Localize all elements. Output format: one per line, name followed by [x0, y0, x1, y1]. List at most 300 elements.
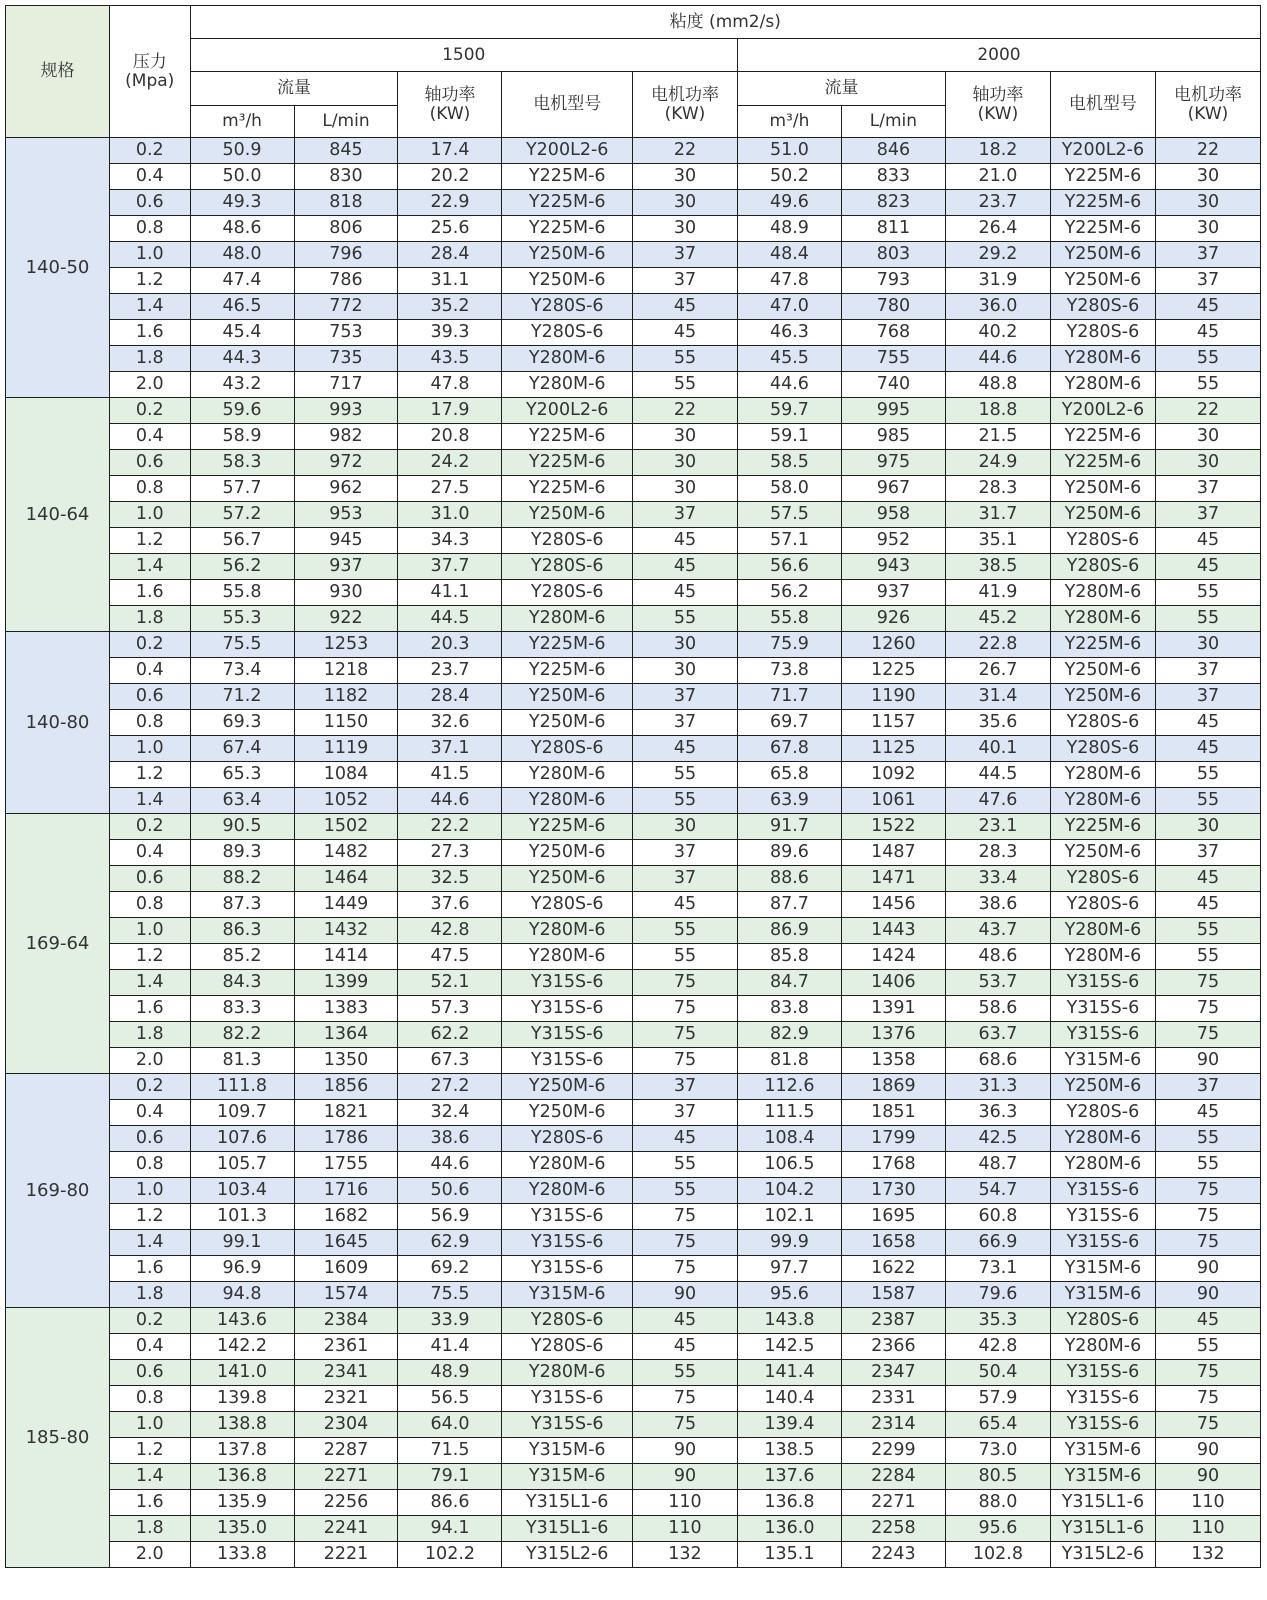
flow-m3h-a-cell: 43.2: [190, 372, 294, 398]
motor-model-a-cell: Y315S-6: [502, 1048, 632, 1074]
flow-lmin-a-cell: 922: [294, 606, 398, 632]
motor-power-a-cell: 45: [632, 320, 737, 346]
motor-model-a-cell: Y280M-6: [502, 788, 632, 814]
flow-m3h-b-cell: 59.1: [737, 424, 841, 450]
motor-power-b-cell: 30: [1155, 450, 1260, 476]
flow-lmin-b-cell: 937: [841, 580, 945, 606]
header-viscosity-1500: 1500: [190, 39, 737, 72]
shaft-power-b-cell: 21.0: [945, 164, 1050, 190]
motor-power-b-cell: 30: [1155, 424, 1260, 450]
pressure-cell: 1.6: [109, 1256, 190, 1282]
motor-model-a-cell: Y225M-6: [502, 190, 632, 216]
flow-lmin-a-cell: 2341: [294, 1360, 398, 1386]
flow-lmin-b-cell: 1522: [841, 814, 945, 840]
motor-power-b-cell: 55: [1155, 762, 1260, 788]
shaft-power-b-cell: 40.2: [945, 320, 1050, 346]
motor-power-b-cell: 75: [1155, 970, 1260, 996]
motor-model-a-cell: Y315S-6: [502, 1230, 632, 1256]
shaft-power-b-cell: 35.6: [945, 710, 1050, 736]
shaft-power-b-cell: 40.1: [945, 736, 1050, 762]
motor-power-a-cell: 45: [632, 1308, 737, 1334]
motor-model-b-cell: Y250M-6: [1050, 658, 1155, 684]
shaft-power-b-cell: 68.6: [945, 1048, 1050, 1074]
flow-m3h-b-cell: 106.5: [737, 1152, 841, 1178]
flow-lmin-a-cell: 2321: [294, 1386, 398, 1412]
flow-m3h-b-cell: 112.6: [737, 1074, 841, 1100]
motor-power-b-cell: 30: [1155, 814, 1260, 840]
motor-power-a-cell: 37: [632, 710, 737, 736]
pressure-cell: 0.4: [109, 840, 190, 866]
pressure-cell: 0.6: [109, 684, 190, 710]
motor-power-b-cell: 30: [1155, 632, 1260, 658]
pressure-cell: 1.8: [109, 1022, 190, 1048]
motor-power-a-cell: 75: [632, 970, 737, 996]
flow-m3h-b-cell: 139.4: [737, 1412, 841, 1438]
table-row: [6, 1256, 1261, 1282]
flow-lmin-a-cell: 1383: [294, 996, 398, 1022]
table-row: [6, 1464, 1261, 1490]
flow-lmin-b-cell: 803: [841, 242, 945, 268]
flow-lmin-a-cell: 2287: [294, 1438, 398, 1464]
flow-m3h-a-cell: 65.3: [190, 762, 294, 788]
motor-model-a-cell: Y315M-6: [502, 1438, 632, 1464]
shaft-power-a-cell: 102.2: [398, 1542, 502, 1568]
motor-model-a-cell: Y250M-6: [502, 1100, 632, 1126]
pressure-cell: 0.6: [109, 866, 190, 892]
table-row: [6, 138, 1261, 164]
flow-lmin-a-cell: 1609: [294, 1256, 398, 1282]
motor-model-a-cell: Y225M-6: [502, 424, 632, 450]
shaft-power-b-cell: 23.7: [945, 190, 1050, 216]
shaft-power-a-cell: 20.2: [398, 164, 502, 190]
table-row: [6, 1204, 1261, 1230]
table-row: [6, 1516, 1261, 1542]
motor-power-b-cell: 45: [1155, 554, 1260, 580]
flow-lmin-a-cell: 2271: [294, 1464, 398, 1490]
motor-model-b-cell: Y280S-6: [1050, 554, 1155, 580]
shaft-power-a-cell: 31.1: [398, 268, 502, 294]
motor-power-a-cell: 55: [632, 1178, 737, 1204]
flow-m3h-b-cell: 83.8: [737, 996, 841, 1022]
shaft-power-a-cell: 33.9: [398, 1308, 502, 1334]
header-motor-power-b: 电机功率 (KW): [1155, 72, 1260, 138]
shaft-power-a-cell: 42.8: [398, 918, 502, 944]
flow-lmin-b-cell: 1125: [841, 736, 945, 762]
header-flow-b: 流量: [737, 72, 945, 106]
flow-lmin-b-cell: 1424: [841, 944, 945, 970]
motor-model-b-cell: Y250M-6: [1050, 476, 1155, 502]
motor-model-a-cell: Y225M-6: [502, 450, 632, 476]
table-row: [6, 450, 1261, 476]
flow-lmin-b-cell: 1260: [841, 632, 945, 658]
shaft-power-a-cell: 28.4: [398, 684, 502, 710]
pressure-cell: 0.6: [109, 450, 190, 476]
flow-lmin-b-cell: 952: [841, 528, 945, 554]
pressure-cell: 1.0: [109, 502, 190, 528]
shaft-power-b-cell: 24.9: [945, 450, 1050, 476]
spec-cell: 185-80: [6, 1308, 110, 1568]
motor-model-b-cell: Y315S-6: [1050, 1022, 1155, 1048]
shaft-power-b-cell: 31.3: [945, 1074, 1050, 1100]
shaft-power-a-cell: 20.8: [398, 424, 502, 450]
motor-power-a-cell: 37: [632, 866, 737, 892]
flow-lmin-b-cell: 1869: [841, 1074, 945, 1100]
spec-cell: 169-80: [6, 1074, 110, 1308]
flow-m3h-a-cell: 83.3: [190, 996, 294, 1022]
flow-lmin-b-cell: 1376: [841, 1022, 945, 1048]
flow-m3h-a-cell: 103.4: [190, 1178, 294, 1204]
pressure-cell: 0.6: [109, 1360, 190, 1386]
flow-m3h-a-cell: 58.9: [190, 424, 294, 450]
motor-power-a-cell: 132: [632, 1542, 737, 1568]
motor-model-b-cell: Y280S-6: [1050, 1308, 1155, 1334]
motor-power-a-cell: 30: [632, 190, 737, 216]
motor-model-b-cell: Y280M-6: [1050, 918, 1155, 944]
flow-m3h-a-cell: 48.0: [190, 242, 294, 268]
flow-m3h-b-cell: 91.7: [737, 814, 841, 840]
flow-lmin-b-cell: 1391: [841, 996, 945, 1022]
motor-power-b-cell: 55: [1155, 580, 1260, 606]
shaft-power-b-cell: 73.0: [945, 1438, 1050, 1464]
table-row: [6, 424, 1261, 450]
motor-model-a-cell: Y250M-6: [502, 502, 632, 528]
motor-power-b-cell: 75: [1155, 1386, 1260, 1412]
motor-power-b-cell: 37: [1155, 658, 1260, 684]
flow-lmin-a-cell: 1119: [294, 736, 398, 762]
flow-m3h-a-cell: 55.8: [190, 580, 294, 606]
flow-lmin-a-cell: 1574: [294, 1282, 398, 1308]
flow-m3h-a-cell: 90.5: [190, 814, 294, 840]
pressure-cell: 1.0: [109, 242, 190, 268]
shaft-power-a-cell: 37.7: [398, 554, 502, 580]
flow-m3h-a-cell: 84.3: [190, 970, 294, 996]
pressure-cell: 1.6: [109, 996, 190, 1022]
shaft-power-b-cell: 31.9: [945, 268, 1050, 294]
table-row: [6, 632, 1261, 658]
pressure-cell: 1.2: [109, 1204, 190, 1230]
pressure-cell: 0.2: [109, 138, 190, 164]
flow-m3h-b-cell: 48.9: [737, 216, 841, 242]
motor-model-b-cell: Y280M-6: [1050, 1152, 1155, 1178]
shaft-power-b-cell: 44.5: [945, 762, 1050, 788]
motor-model-a-cell: Y280M-6: [502, 1178, 632, 1204]
flow-m3h-b-cell: 58.5: [737, 450, 841, 476]
motor-model-a-cell: Y280S-6: [502, 1334, 632, 1360]
table-row: [6, 242, 1261, 268]
header-shaft-power-a: 轴功率 (KW): [398, 72, 502, 138]
flow-lmin-b-cell: 2258: [841, 1516, 945, 1542]
flow-m3h-b-cell: 81.8: [737, 1048, 841, 1074]
motor-model-a-cell: Y250M-6: [502, 1074, 632, 1100]
motor-model-a-cell: Y225M-6: [502, 164, 632, 190]
pressure-cell: 2.0: [109, 1048, 190, 1074]
flow-lmin-b-cell: 958: [841, 502, 945, 528]
motor-power-b-cell: 90: [1155, 1464, 1260, 1490]
motor-model-a-cell: Y315S-6: [502, 1412, 632, 1438]
shaft-power-b-cell: 79.6: [945, 1282, 1050, 1308]
pressure-cell: 0.4: [109, 1334, 190, 1360]
pressure-cell: 1.4: [109, 1230, 190, 1256]
flow-lmin-b-cell: 1768: [841, 1152, 945, 1178]
header-lmin-a: L/min: [294, 106, 398, 138]
motor-model-b-cell: Y250M-6: [1050, 242, 1155, 268]
shaft-power-a-cell: 34.3: [398, 528, 502, 554]
motor-power-b-cell: 37: [1155, 1074, 1260, 1100]
motor-model-b-cell: Y250M-6: [1050, 1074, 1155, 1100]
pressure-cell: 1.0: [109, 1178, 190, 1204]
flow-lmin-b-cell: 811: [841, 216, 945, 242]
table-row: [6, 788, 1261, 814]
motor-power-a-cell: 37: [632, 242, 737, 268]
shaft-power-b-cell: 38.6: [945, 892, 1050, 918]
flow-lmin-b-cell: 2347: [841, 1360, 945, 1386]
pressure-cell: 0.8: [109, 892, 190, 918]
motor-power-a-cell: 55: [632, 606, 737, 632]
shaft-power-b-cell: 41.9: [945, 580, 1050, 606]
flow-m3h-a-cell: 109.7: [190, 1100, 294, 1126]
pressure-cell: 1.6: [109, 1490, 190, 1516]
flow-lmin-b-cell: 2366: [841, 1334, 945, 1360]
shaft-power-a-cell: 28.4: [398, 242, 502, 268]
flow-lmin-b-cell: 985: [841, 424, 945, 450]
pressure-cell: 1.8: [109, 1282, 190, 1308]
motor-power-b-cell: 75: [1155, 996, 1260, 1022]
motor-model-a-cell: Y315L1-6: [502, 1490, 632, 1516]
header-lmin-b: L/min: [841, 106, 945, 138]
motor-model-a-cell: Y280M-6: [502, 1360, 632, 1386]
flow-m3h-a-cell: 59.6: [190, 398, 294, 424]
flow-m3h-b-cell: 108.4: [737, 1126, 841, 1152]
pressure-cell: 1.8: [109, 1516, 190, 1542]
motor-power-b-cell: 90: [1155, 1438, 1260, 1464]
motor-model-b-cell: Y315S-6: [1050, 1360, 1155, 1386]
flow-lmin-b-cell: 1658: [841, 1230, 945, 1256]
pressure-cell: 0.8: [109, 1386, 190, 1412]
motor-power-a-cell: 75: [632, 1256, 737, 1282]
flow-lmin-a-cell: 2241: [294, 1516, 398, 1542]
shaft-power-b-cell: 31.4: [945, 684, 1050, 710]
flow-m3h-b-cell: 136.0: [737, 1516, 841, 1542]
shaft-power-b-cell: 21.5: [945, 424, 1050, 450]
flow-m3h-a-cell: 139.8: [190, 1386, 294, 1412]
table-row: [6, 1386, 1261, 1412]
flow-m3h-a-cell: 49.3: [190, 190, 294, 216]
motor-power-a-cell: 55: [632, 918, 737, 944]
flow-lmin-a-cell: 818: [294, 190, 398, 216]
motor-power-a-cell: 30: [632, 814, 737, 840]
flow-lmin-a-cell: 1084: [294, 762, 398, 788]
motor-model-b-cell: Y280M-6: [1050, 788, 1155, 814]
motor-power-b-cell: 75: [1155, 1230, 1260, 1256]
table-row: [6, 554, 1261, 580]
flow-lmin-b-cell: 1225: [841, 658, 945, 684]
motor-model-b-cell: Y280M-6: [1050, 1334, 1155, 1360]
flow-m3h-a-cell: 143.6: [190, 1308, 294, 1334]
motor-power-a-cell: 30: [632, 476, 737, 502]
motor-model-b-cell: Y315S-6: [1050, 1178, 1155, 1204]
shaft-power-b-cell: 23.1: [945, 814, 1050, 840]
flow-m3h-a-cell: 89.3: [190, 840, 294, 866]
motor-power-b-cell: 45: [1155, 1308, 1260, 1334]
flow-lmin-b-cell: 943: [841, 554, 945, 580]
table-row: [6, 580, 1261, 606]
flow-m3h-b-cell: 141.4: [737, 1360, 841, 1386]
flow-m3h-b-cell: 55.8: [737, 606, 841, 632]
shaft-power-a-cell: 23.7: [398, 658, 502, 684]
flow-m3h-b-cell: 136.8: [737, 1490, 841, 1516]
motor-power-b-cell: 45: [1155, 892, 1260, 918]
flow-lmin-b-cell: 740: [841, 372, 945, 398]
motor-power-a-cell: 30: [632, 216, 737, 242]
shaft-power-b-cell: 29.2: [945, 242, 1050, 268]
flow-lmin-b-cell: 995: [841, 398, 945, 424]
motor-power-b-cell: 30: [1155, 190, 1260, 216]
motor-model-a-cell: Y315L1-6: [502, 1516, 632, 1542]
shaft-power-a-cell: 17.9: [398, 398, 502, 424]
motor-power-b-cell: 132: [1155, 1542, 1260, 1568]
motor-model-b-cell: Y280S-6: [1050, 710, 1155, 736]
shaft-power-b-cell: 48.8: [945, 372, 1050, 398]
flow-m3h-a-cell: 87.3: [190, 892, 294, 918]
flow-lmin-a-cell: 786: [294, 268, 398, 294]
shaft-power-a-cell: 44.6: [398, 788, 502, 814]
flow-m3h-b-cell: 45.5: [737, 346, 841, 372]
pressure-cell: 1.4: [109, 970, 190, 996]
shaft-power-b-cell: 35.1: [945, 528, 1050, 554]
header-motor-power-a: 电机功率 (KW): [632, 72, 737, 138]
shaft-power-a-cell: 41.4: [398, 1334, 502, 1360]
flow-m3h-b-cell: 47.8: [737, 268, 841, 294]
spec-cell: 169-64: [6, 814, 110, 1074]
flow-m3h-b-cell: 48.4: [737, 242, 841, 268]
table-row: [6, 866, 1261, 892]
flow-m3h-b-cell: 95.6: [737, 1282, 841, 1308]
shaft-power-b-cell: 58.6: [945, 996, 1050, 1022]
table-row: [6, 1074, 1261, 1100]
flow-m3h-a-cell: 56.7: [190, 528, 294, 554]
motor-model-b-cell: Y315S-6: [1050, 1230, 1155, 1256]
flow-lmin-b-cell: 846: [841, 138, 945, 164]
motor-model-a-cell: Y225M-6: [502, 814, 632, 840]
pressure-cell: 1.2: [109, 528, 190, 554]
flow-m3h-b-cell: 50.2: [737, 164, 841, 190]
flow-m3h-b-cell: 63.9: [737, 788, 841, 814]
flow-m3h-a-cell: 63.4: [190, 788, 294, 814]
header-viscosity: 粘度 (mm2/s): [190, 6, 1260, 39]
flow-m3h-a-cell: 50.9: [190, 138, 294, 164]
pressure-cell: 0.2: [109, 1308, 190, 1334]
motor-model-a-cell: Y280S-6: [502, 736, 632, 762]
table-row: [6, 918, 1261, 944]
motor-power-b-cell: 22: [1155, 138, 1260, 164]
flow-lmin-b-cell: 1456: [841, 892, 945, 918]
shaft-power-b-cell: 65.4: [945, 1412, 1050, 1438]
table-row: [6, 1308, 1261, 1334]
flow-m3h-a-cell: 56.2: [190, 554, 294, 580]
motor-model-a-cell: Y280S-6: [502, 320, 632, 346]
flow-lmin-b-cell: 1358: [841, 1048, 945, 1074]
header-m3h-a: m³/h: [190, 106, 294, 138]
flow-m3h-a-cell: 94.8: [190, 1282, 294, 1308]
shaft-power-a-cell: 27.2: [398, 1074, 502, 1100]
motor-model-b-cell: Y315S-6: [1050, 970, 1155, 996]
flow-lmin-a-cell: 1432: [294, 918, 398, 944]
motor-model-a-cell: Y280M-6: [502, 1152, 632, 1178]
flow-m3h-a-cell: 69.3: [190, 710, 294, 736]
motor-model-b-cell: Y315S-6: [1050, 1386, 1155, 1412]
table-row: [6, 1282, 1261, 1308]
motor-model-b-cell: Y280M-6: [1050, 372, 1155, 398]
motor-model-b-cell: Y315M-6: [1050, 1438, 1155, 1464]
motor-power-a-cell: 75: [632, 1230, 737, 1256]
motor-model-b-cell: Y280S-6: [1050, 294, 1155, 320]
flow-lmin-a-cell: 806: [294, 216, 398, 242]
pressure-cell: 1.2: [109, 268, 190, 294]
motor-model-b-cell: Y315L1-6: [1050, 1490, 1155, 1516]
shaft-power-b-cell: 26.7: [945, 658, 1050, 684]
pressure-cell: 0.6: [109, 190, 190, 216]
motor-power-a-cell: 75: [632, 1204, 737, 1230]
motor-power-a-cell: 55: [632, 944, 737, 970]
pressure-cell: 0.4: [109, 424, 190, 450]
flow-m3h-a-cell: 141.0: [190, 1360, 294, 1386]
pump-spec-table: [5, 5, 1261, 1568]
shaft-power-b-cell: 88.0: [945, 1490, 1050, 1516]
motor-power-b-cell: 45: [1155, 320, 1260, 346]
flow-lmin-a-cell: 772: [294, 294, 398, 320]
table-row: [6, 268, 1261, 294]
motor-model-b-cell: Y250M-6: [1050, 268, 1155, 294]
motor-power-b-cell: 90: [1155, 1256, 1260, 1282]
flow-lmin-b-cell: 1622: [841, 1256, 945, 1282]
header-shaft-power-b: 轴功率 (KW): [945, 72, 1050, 138]
shaft-power-b-cell: 60.8: [945, 1204, 1050, 1230]
motor-model-a-cell: Y280S-6: [502, 1126, 632, 1152]
shaft-power-a-cell: 44.6: [398, 1152, 502, 1178]
flow-m3h-b-cell: 47.0: [737, 294, 841, 320]
table-row: [6, 970, 1261, 996]
shaft-power-b-cell: 26.4: [945, 216, 1050, 242]
shaft-power-a-cell: 79.1: [398, 1464, 502, 1490]
motor-power-b-cell: 45: [1155, 294, 1260, 320]
motor-power-b-cell: 37: [1155, 840, 1260, 866]
motor-model-b-cell: Y280S-6: [1050, 320, 1155, 346]
motor-power-b-cell: 37: [1155, 268, 1260, 294]
table-row: [6, 996, 1261, 1022]
motor-model-b-cell: Y280M-6: [1050, 762, 1155, 788]
motor-power-a-cell: 45: [632, 892, 737, 918]
flow-m3h-a-cell: 142.2: [190, 1334, 294, 1360]
flow-lmin-a-cell: 1052: [294, 788, 398, 814]
motor-model-b-cell: Y280S-6: [1050, 736, 1155, 762]
pressure-cell: 0.6: [109, 1126, 190, 1152]
motor-model-a-cell: Y250M-6: [502, 840, 632, 866]
flow-m3h-b-cell: 137.6: [737, 1464, 841, 1490]
motor-model-a-cell: Y225M-6: [502, 658, 632, 684]
motor-power-a-cell: 55: [632, 1152, 737, 1178]
table-row: [6, 398, 1261, 424]
spec-cell: 140-80: [6, 632, 110, 814]
shaft-power-b-cell: 73.1: [945, 1256, 1050, 1282]
table-body: [6, 138, 1261, 1568]
shaft-power-b-cell: 57.9: [945, 1386, 1050, 1412]
motor-power-b-cell: 45: [1155, 866, 1260, 892]
motor-power-a-cell: 30: [632, 164, 737, 190]
motor-model-b-cell: Y280S-6: [1050, 1100, 1155, 1126]
shaft-power-a-cell: 24.2: [398, 450, 502, 476]
motor-model-b-cell: Y200L2-6: [1050, 138, 1155, 164]
flow-m3h-b-cell: 46.3: [737, 320, 841, 346]
